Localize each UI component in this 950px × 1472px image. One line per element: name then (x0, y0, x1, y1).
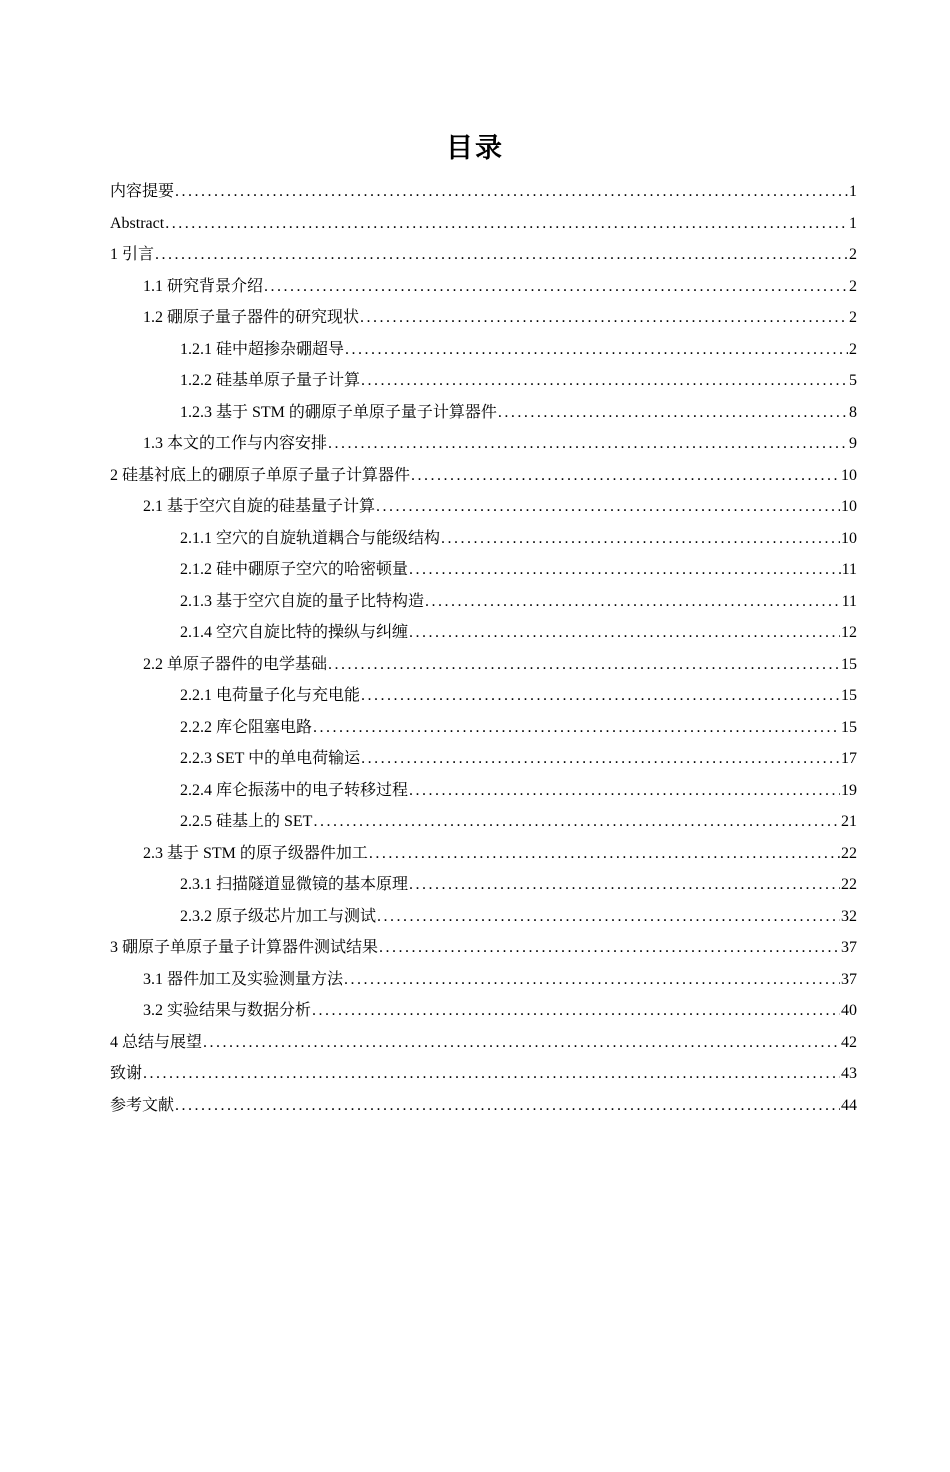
toc-entry-page-number: 37 (841, 939, 857, 956)
toc-entry-label: 3.2 实验结果与数据分析 (143, 1002, 312, 1019)
toc-entry-label: 1.1 研究背景介绍 (143, 277, 264, 295)
toc-entry-page-number: 1 (849, 214, 857, 232)
toc-entry[interactable] (110, 1090, 857, 1122)
toc-entry[interactable] (110, 523, 857, 555)
toc-entry-label: 2.2.4 库仑振荡中的电子转移过程 (180, 781, 409, 799)
dot-leader (376, 491, 840, 523)
toc-entry-page-number: 5 (849, 372, 857, 389)
toc-entry-page-number: 15 (841, 718, 857, 736)
dot-leader (379, 932, 840, 964)
page-title: 目录 (446, 133, 504, 163)
dot-leader (175, 1090, 840, 1122)
toc-entry-label: 2.2.3 SET 中的单电荷输运 (180, 750, 361, 767)
toc-entry-label: 致谢 (110, 1065, 143, 1082)
toc-entry[interactable] (110, 743, 857, 775)
dot-leader (377, 901, 840, 933)
toc-entry[interactable] (110, 932, 857, 964)
dot-leader (409, 617, 840, 649)
toc-entry-page-number: 15 (841, 687, 857, 704)
toc-entry-page-number: 22 (841, 876, 857, 893)
toc-entry[interactable] (110, 208, 857, 240)
dot-leader (165, 208, 848, 240)
toc-entry-label: 2.2.2 库仑阻塞电路 (180, 718, 313, 736)
toc-entry-page-number: 37 (841, 970, 857, 988)
toc-entry-page-number: 1 (849, 183, 857, 200)
toc-entry-page-number: 11 (841, 561, 857, 578)
dot-leader (409, 554, 841, 586)
toc-entry[interactable] (110, 1027, 857, 1059)
dot-leader (425, 586, 841, 618)
toc-entry-page-number: 10 (841, 529, 857, 547)
toc-entry-page-number: 9 (849, 435, 857, 452)
toc-entry-label: 3.1 器件加工及实验测量方法 (143, 970, 344, 988)
toc-entry-label: 2.2.5 硅基上的 SET (180, 813, 313, 830)
dot-leader (361, 680, 840, 712)
toc-entry[interactable] (110, 239, 857, 271)
toc-entry-page-number: 11 (841, 592, 857, 610)
toc-entry-label: 2 硅基衬底上的硼原子单原子量子计算器件 (110, 466, 411, 484)
toc-entry[interactable] (110, 271, 857, 303)
toc-entry-page-number: 19 (841, 781, 857, 799)
toc-entry-page-number: 12 (841, 624, 857, 641)
toc-entry-page-number: 40 (841, 1002, 857, 1019)
dot-leader (313, 712, 840, 744)
dot-leader (328, 428, 848, 460)
toc-entry-label: 2.1.2 硅中硼原子空穴的哈密顿量 (180, 561, 409, 578)
toc-entry-label: 2.3.1 扫描隧道显微镜的基本原理 (180, 876, 409, 893)
dot-leader (203, 1027, 840, 1059)
dot-leader (441, 523, 840, 555)
toc-entry[interactable] (110, 995, 857, 1027)
dot-leader (409, 775, 840, 807)
toc-entry-label: 1.2.3 基于 STM 的硼原子单原子量子计算器件 (180, 403, 497, 421)
dot-leader (369, 838, 840, 870)
toc-entry-label: 2.1 基于空穴自旋的硅基量子计算 (143, 498, 376, 515)
dot-leader (155, 239, 848, 271)
toc-entry-page-number: 22 (841, 844, 857, 862)
toc-entry-page-number: 2 (849, 340, 857, 358)
toc-entry[interactable] (110, 397, 857, 429)
toc-entry[interactable] (110, 460, 857, 492)
toc-entry-page-number: 15 (841, 655, 857, 673)
toc-entry[interactable] (110, 176, 857, 208)
document-page (0, 128, 950, 1472)
dot-leader (345, 334, 848, 366)
toc-entry-page-number: 17 (841, 750, 857, 767)
dot-leader (175, 176, 848, 208)
toc-entry-label: 1.3 本文的工作与内容安排 (143, 435, 328, 452)
toc-entry-label: 2.2 单原子器件的电学基础 (143, 655, 328, 673)
toc-entry-page-number: 21 (841, 813, 857, 830)
dot-leader (498, 397, 848, 429)
toc-entry-page-number: 2 (849, 246, 857, 263)
toc-entry[interactable] (110, 649, 857, 681)
dot-leader (328, 649, 840, 681)
toc-entry-page-number: 44 (841, 1096, 857, 1114)
toc-entry[interactable] (110, 1058, 857, 1090)
dot-leader (411, 460, 840, 492)
toc-entry[interactable] (110, 491, 857, 523)
toc-entry[interactable] (110, 806, 857, 838)
dot-leader (313, 806, 840, 838)
toc-list (110, 176, 857, 1121)
toc-entry-label: 内容提要 (110, 183, 175, 200)
dot-leader (264, 271, 848, 303)
toc-entry-label: 2.3 基于 STM 的原子级器件加工 (143, 844, 368, 862)
dot-leader (312, 995, 840, 1027)
toc-entry[interactable] (110, 869, 857, 901)
toc-entry[interactable] (110, 775, 857, 807)
toc-entry[interactable] (110, 712, 857, 744)
toc-entry-label: 1.2.2 硅基单原子量子计算 (180, 372, 361, 389)
toc-entry-page-number: 42 (841, 1033, 857, 1051)
toc-entry-page-number: 10 (841, 498, 857, 515)
toc-entry-label: 1.2.1 硅中超掺杂硼超导 (180, 340, 345, 358)
dot-leader (143, 1058, 840, 1090)
toc-entry[interactable] (110, 838, 857, 870)
toc-entry-page-number: 32 (841, 907, 857, 925)
toc-entry[interactable] (110, 680, 857, 712)
toc-entry-label: 2.1.3 基于空穴自旋的量子比特构造 (180, 592, 425, 610)
toc-entry-label: 4 总结与展望 (110, 1033, 203, 1051)
toc-entry-label: 3 硼原子单原子量子计算器件测试结果 (110, 939, 379, 956)
toc-entry-label: 2.1.4 空穴自旋比特的操纵与纠缠 (180, 624, 409, 641)
toc-entry-page-number: 2 (849, 309, 857, 326)
toc-entry-label: 2.1.1 空穴的自旋轨道耦合与能级结构 (180, 529, 441, 547)
toc-entry[interactable] (110, 302, 857, 334)
dot-leader (361, 743, 840, 775)
toc-entry-label: 参考文献 (110, 1096, 175, 1114)
toc-entry-label: Abstract (110, 214, 165, 232)
toc-entry[interactable] (110, 554, 857, 586)
toc-entry[interactable] (110, 428, 857, 460)
toc-entry-label: 2.3.2 原子级芯片加工与测试 (180, 907, 377, 925)
toc-entry-page-number: 10 (841, 466, 857, 484)
dot-leader (360, 302, 848, 334)
toc-entry-label: 2.2.1 电荷量子化与充电能 (180, 687, 361, 704)
dot-leader (344, 964, 840, 996)
dot-leader (409, 869, 840, 901)
toc-entry[interactable] (110, 901, 857, 933)
dot-leader (361, 365, 848, 397)
toc-entry[interactable] (110, 365, 857, 397)
toc-entry-label: 1 引言 (110, 246, 155, 263)
toc-entry[interactable] (110, 617, 857, 649)
toc-entry-label: 1.2 硼原子量子器件的研究现状 (143, 309, 360, 326)
toc-entry-page-number: 2 (849, 277, 857, 295)
toc-entry-page-number: 8 (849, 403, 857, 421)
toc-entry[interactable] (110, 964, 857, 996)
toc-entry[interactable] (110, 586, 857, 618)
toc-entry-page-number: 43 (841, 1065, 857, 1082)
toc-entry[interactable] (110, 334, 857, 366)
